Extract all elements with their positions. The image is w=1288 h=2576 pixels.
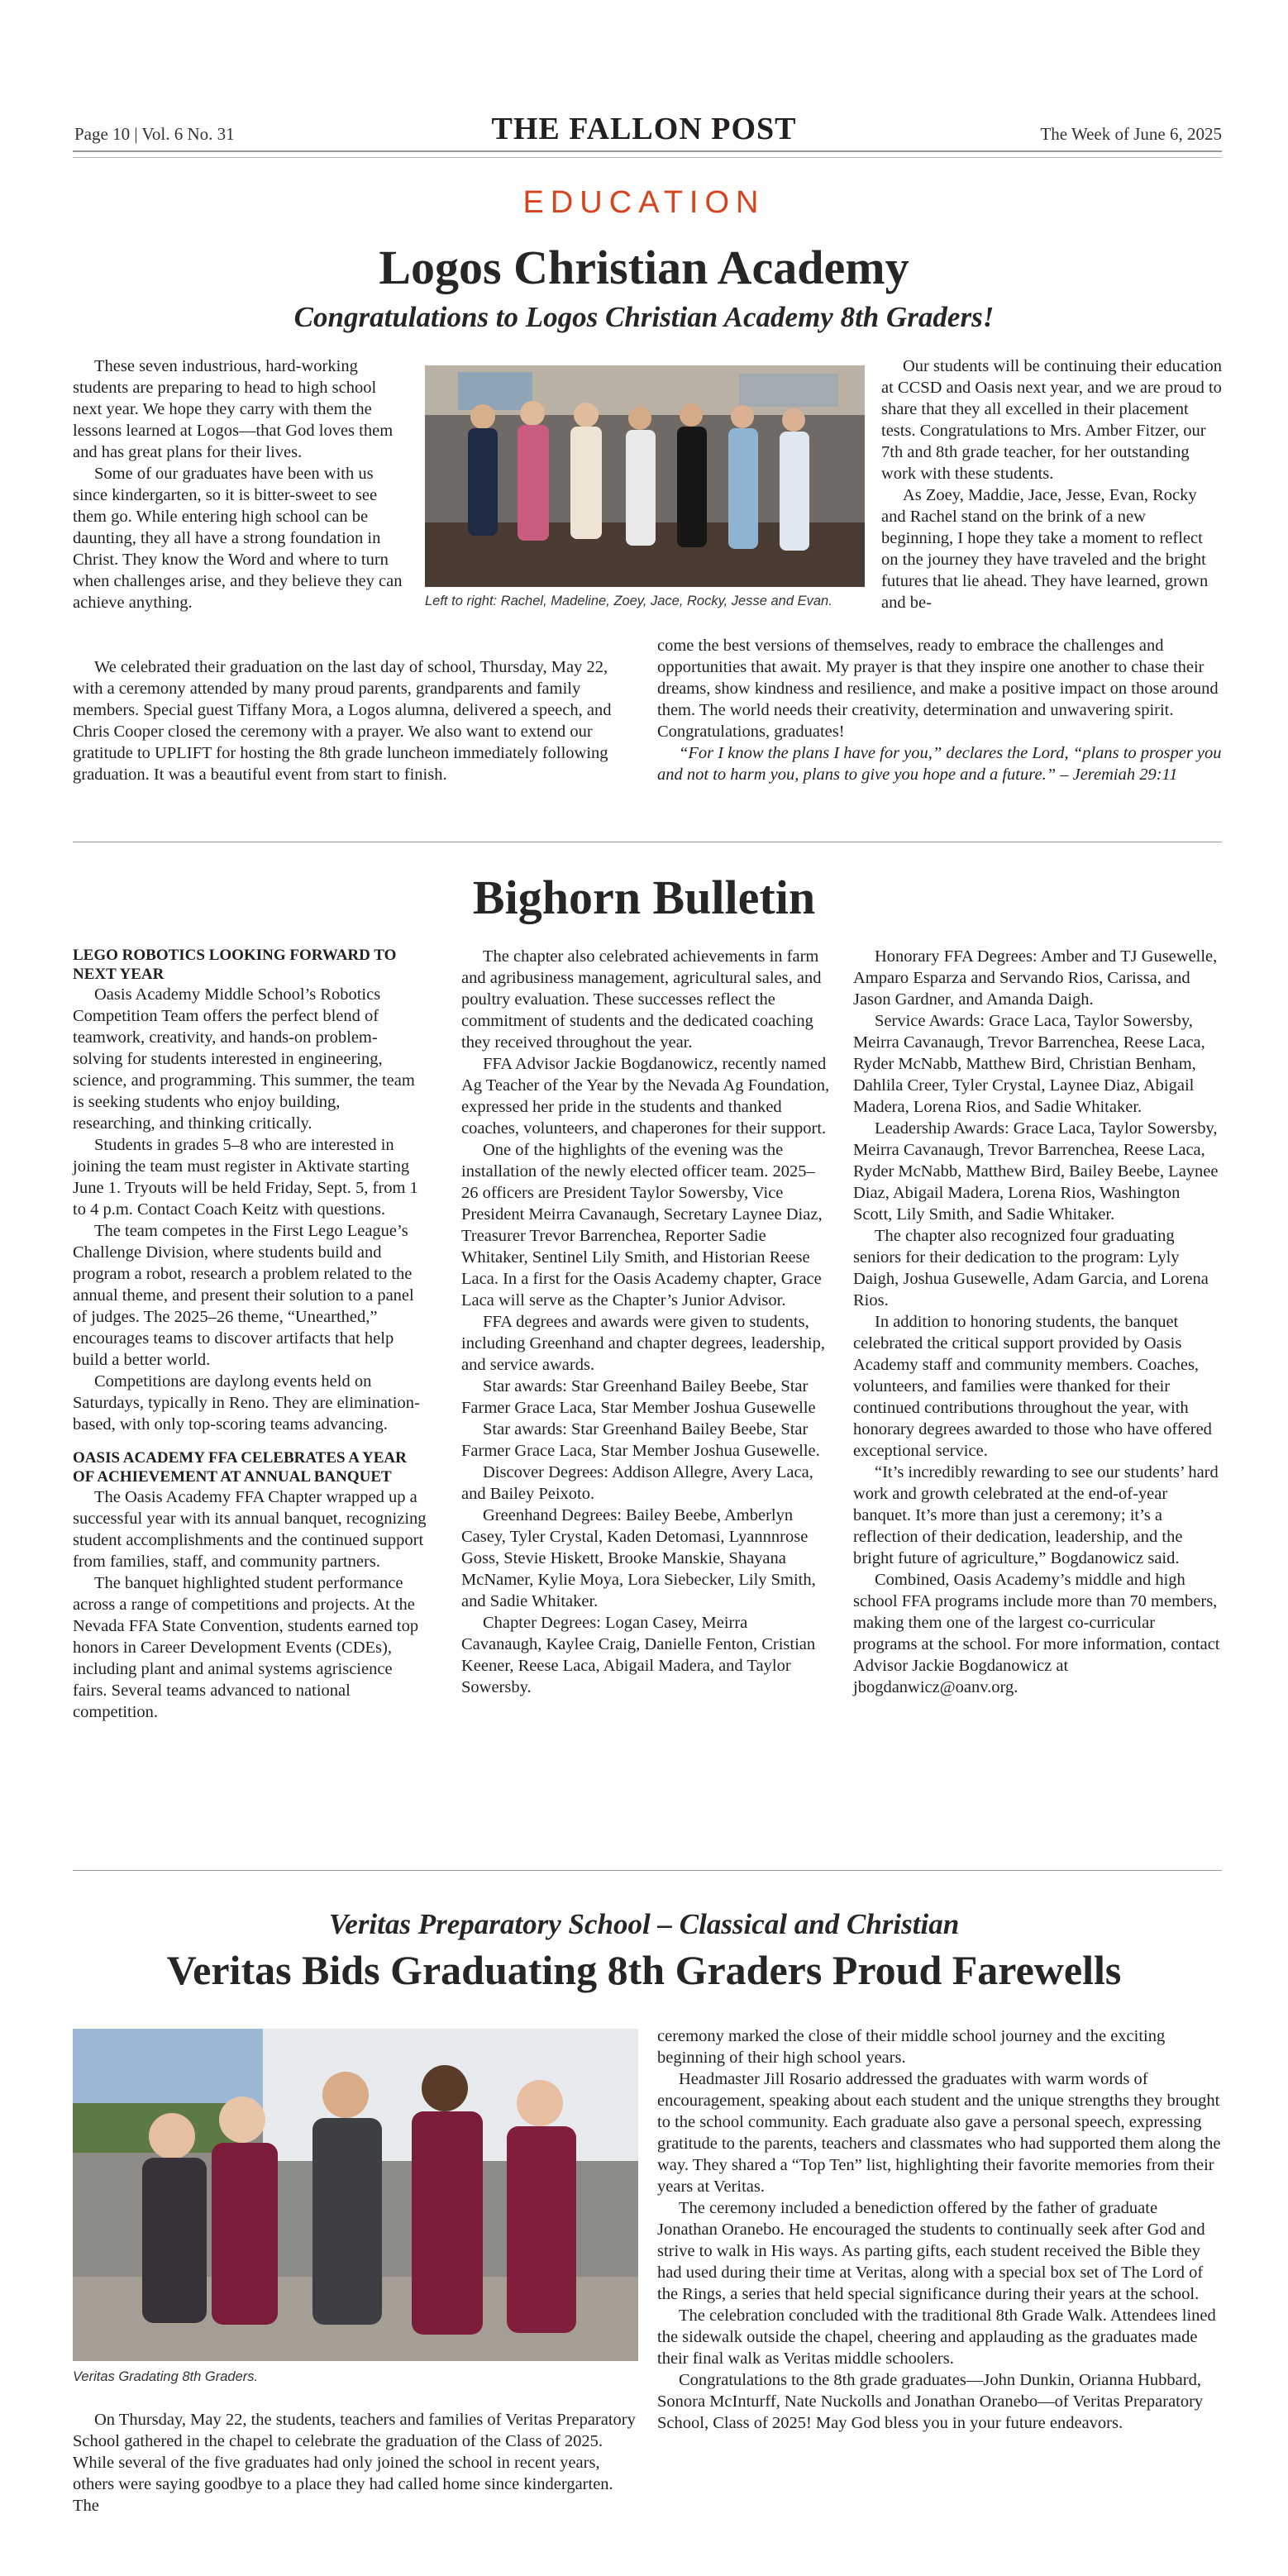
paragraph: The Oasis Academy FFA Chapter wrapped up a successful year with its annual banquet, recognizing student accomplishments and the continued support from families, staff, and community partners.	[73, 1488, 427, 1571]
veritas-kicker: Veritas Preparatory School – Classical and Christian	[328, 1908, 960, 1940]
paragraph: FFA degrees and awards were given to students, including Greenhand and chapter degrees, leadership, and service awards.	[461, 1313, 825, 1374]
logos-bottom-left	[73, 656, 632, 785]
logos-bottom-right	[657, 635, 1222, 742]
paragraph: “It’s incredibly rewarding to see our students’ hard work and growth celebrated at the end-of-year banquet. It’s more than just a ceremony; it’s a reflection of their dedication, leadership, and the bright future of agriculture,” Bogdanowicz said.	[853, 1463, 1219, 1567]
page-info: Page 10 | Vol. 6 No. 31	[74, 124, 235, 144]
logos-graduates-photo	[425, 365, 865, 587]
paragraph: These seven industrious, hard-working students are preparing to head to high school next year. We hope they carry with them the lessons learned at Logos—that God loves them and has great plans for their lives.	[73, 357, 394, 461]
paragraph: Leadership Awards: Grace Laca, Taylor Sowersby, Meirra Cavanaugh, Trevor Barrenchea, Reese Laca, Ryder McNabb, Matthew Bird, Bailey Beebe, Laynee Diaz, Abigail Madera, Lorena Rios, Washington Scott, Lily Smith, and Sadie Whitaker.	[853, 1119, 1219, 1224]
logos-subhead: Congratulations to Logos Christian Academy 8th Graders!	[293, 301, 995, 333]
paragraph: Some of our graduates have been with us since kindergarten, so it is bitter-sweet to see them go. While entering high school can be daunting, they all have a strong foundation in Christ. They know the Word and where to turn when challenges arise, and they believe they can achieve anything.	[73, 465, 403, 612]
bighorn-column-3	[853, 946, 1222, 1698]
masthead-rule-thin	[73, 157, 1222, 158]
issue-date: The Week of June 6, 2025	[1040, 124, 1222, 144]
paragraph: Star awards: Star Greenhand Bailey Beebe, Star Farmer Grace Laca, Star Member Joshua Gusewelle	[461, 1377, 816, 1417]
paragraph: FFA Advisor Jackie Bogdanowicz, recently named Ag Teacher of the Year by the Nevada Ag Foundation, expressed her pride in the students and thanked coaches, volunteers, and chaperones for their support.	[461, 1055, 830, 1138]
paragraph: Headmaster Jill Rosario addressed the graduates with warm words of encouragement, speaking about each student and the unique strengths they brought to the school community. Each graduate also gave a personal speech, expressing gratitude to the parents, teachers and classmates who had supported them along the way. They shared a “Top Ten” list, highlighting their favorite memories from their years at Veritas.	[657, 2070, 1221, 2196]
paragraph: ceremony marked the close of their middle school journey and the exciting beginning of their high school years.	[657, 2027, 1166, 2067]
logos-photo-illustration	[425, 365, 865, 587]
paragraph: Congratulations to the 8th grade graduates—John Dunkin, Orianna Hubbard, Sonora McInturff, Nate Nuckolls and Jonathan Oranebo—of Veritas Preparatory School, Class of 2025! May God bless you in your future endeavors.	[657, 2371, 1204, 2432]
robotics-kicker: LEGO ROBOTICS LOOKING FORWARD TO NEXT YEAR	[73, 947, 397, 983]
logos-verse	[657, 742, 1222, 785]
paragraph: The team competes in the First Lego League’s Challenge Division, where students build and program a robot, research a problem related to the annual theme, and present their solution to a panel of judges. The 2025–26 theme, “Unearthed,” encourages teams to discover artifacts that help build a better world.	[73, 1222, 414, 1369]
logos-left-column	[73, 355, 407, 613]
paragraph: Chapter Degrees: Logan Casey, Meirra Cavanaugh, Kaylee Craig, Danielle Fenton, Cristian Keener, Reese Laca, Abigail Madera, and Taylor Sowersby.	[461, 1614, 816, 1696]
paragraph: In addition to honoring students, the banquet celebrated the critical support provided by Oasis Academy staff and community members. Coaches, volunteers, and families were thanked for their continued contributions throughout the year, with honorary degrees awarded to those who have offered exceptional service.	[853, 1313, 1212, 1460]
paragraph: Our students will be continuing their education at CCSD and Oasis next year, and we are proud to share that they all excelled in their placement tests. Congratulations to Mrs. Amber Fitzer, our 7th and 8th grade teacher, for her outstanding work with these students.	[881, 357, 1223, 483]
paragraph: Honorary FFA Degrees: Amber and TJ Gusewelle, Amparo Esparza and Servando Rios, Carissa, and Jason Gardner, and Amanda Daigh.	[853, 947, 1218, 1009]
paragraph: The chapter also recognized four graduating seniors for their dedication to the program: Lyly Daigh, Joshua Gusewelle, Adam Garcia, and Lorena Rios.	[853, 1227, 1209, 1309]
section-divider	[73, 1870, 1222, 1871]
logos-headline: Logos Christian Academy	[379, 241, 909, 294]
paragraph: The ceremony included a benediction offered by the father of graduate Jonathan Oranebo. He encouraged the students to continually seek after God and strive to walk in His ways. As parting gifts, each student received the Bible they had used during their time at Veritas, along with a special box set of The Lord of the Rings, a series that held special significance during their years at the school.	[657, 2199, 1205, 2303]
paragraph: Competitions are daylong events held on Saturdays, typically in Reno. They are elimination-based, with only top-scoring teams advancing.	[73, 1372, 420, 1433]
paragraph: Discover Degrees: Addison Allegre, Avery Laca, and Bailey Peixoto.	[461, 1463, 813, 1503]
veritas-left-column	[73, 2409, 638, 2516]
paragraph: Oasis Academy Middle School’s Robotics Competition Team offers the perfect blend of teamwork, creativity, and hands-on problem-solving for students interested in engineering, science, and programming. This summer, the team is seeking students who enjoy building, researching, and thinking critically.	[73, 985, 415, 1133]
bighorn-headline: Bighorn Bulletin	[472, 871, 816, 924]
paragraph: Service Awards: Grace Laca, Taylor Sowersby, Meirra Cavanaugh, Trevor Barrenchea, Reese Laca, Ryder McNabb, Matthew Bird, Christian Benham, Dahlila Creer, Tyler Crystal, Laynee Diaz, Abigail Madera, Lorena Rios, and Sadie Whitaker.	[853, 1012, 1205, 1116]
masthead-rule	[73, 150, 1222, 152]
paragraph: One of the highlights of the evening was the installation of the newly elected officer team. 2025–26 officers are President Taylor Sowersby, Vice President Meirra Cavanaugh, Secretary Laynee Diaz, Treasurer Trevor Barrenchea, Reporter Sadie Whitaker, Sentinel Lily Smith, and Historian Reese Laca. In a first for the Oasis Academy chapter, Grace Laca will serve as the Chapter’s Junior Advisor.	[461, 1141, 823, 1309]
bighorn-column-1	[73, 942, 427, 1723]
logos-right-column	[881, 355, 1222, 613]
veritas-photo-caption: Veritas Gradating 8th Graders.	[73, 2369, 259, 2384]
paragraph: Greenhand Degrees: Bailey Beebe, Amberlyn Casey, Tyler Crystal, Kaden Detomasi, Lyannnrose Goss, Stevie Hiskett, Brooke Manskie, Shayana McNamer, Kylie Moya, Lora Siebecker, Lily Smith, and Sadie Whitaker.	[461, 1506, 816, 1610]
veritas-graduates-photo	[73, 2029, 638, 2361]
section-label: EDUCATION	[522, 185, 766, 220]
paragraph: As Zoey, Maddie, Jace, Jesse, Evan, Rocky and Rachel stand on the brink of a new beginning, I hope they take a moment to reflect on the journey they have traveled and the bright futures that lie ahead. They have learned, grown and be-	[881, 486, 1209, 612]
paragraph: Students in grades 5–8 who are interested in joining the team must register in Aktivate starting June 1. Tryouts will be held Friday, Sept. 5, from 1 to 4 p.m. Contact Coach Keitz with questions.	[73, 1136, 418, 1219]
paragraph: The banquet highlighted student performance across a range of competitions and projects. At the Nevada FFA State Convention, students earned top honors in Career Development Events (CDEs), including plant and animal systems agriscience fairs. Several teams advanced to national competition.	[73, 1574, 419, 1721]
veritas-headline: Veritas Bids Graduating 8th Graders Proud Farewells	[166, 1947, 1122, 1993]
veritas-right-column	[657, 2025, 1222, 2434]
paragraph: The chapter also celebrated achievements in farm and agribusiness management, agricultural sales, and poultry evaluation. These successes reflect the commitment of students and the dedicated coaching they received throughout the year.	[461, 947, 822, 1052]
paragraph: come the best versions of themselves, ready to embrace the challenges and opportunities that await. My prayer is that they inspire one another to chase their dreams, show kindness and resilience, and make a positive impact on those around them. The world needs their creativity, determination and unwavering spirit. Congratulations, graduates!	[657, 637, 1219, 741]
paragraph: On Thursday, May 22, the students, teachers and families of Veritas Preparatory School gathered in the chapel to celebrate the graduation of the Class of 2025. While several of the five graduates had only joined the school in recent years, others were saying goodbye to a place they had called home since kindergarten. The	[73, 2411, 636, 2515]
bighorn-column-2	[461, 946, 832, 1698]
logos-photo-caption: Left to right: Rachel, Madeline, Zoey, Jace, Rocky, Jesse and Evan.	[425, 594, 832, 608]
paragraph: Combined, Oasis Academy’s middle and high school FFA programs include more than 70 members, making them one of the largest co-curricular programs at the school. For more information, contact Advisor Jackie Bogdanowicz at jbogdanwicz@oanv.org.	[853, 1571, 1220, 1696]
veritas-photo-illustration	[73, 2029, 638, 2361]
ffa-kicker: OASIS ACADEMY FFA CELEBRATES A YEAR OF ACHIEVEMENT AT ANNUAL BANQUET	[73, 1449, 407, 1486]
paragraph: We celebrated their graduation on the last day of school, Thursday, May 22, with a ceremony attended by many proud parents, grandparents and family members. Special guest Tiffany Mora, a Logos alumna, delivered a speech, and Chris Cooper closed the ceremony with a prayer. We also want to extend our gratitude to UPLIFT for hosting the 8th grade luncheon immediately following graduation. It was a beautiful event from start to finish.	[73, 658, 612, 784]
newspaper-title: THE FALLON POST	[491, 112, 797, 146]
paragraph: Star awards: Star Greenhand Bailey Beebe, Star Farmer Grace Laca, Star Member Joshua Gusewelle.	[461, 1420, 820, 1460]
paragraph: The celebration concluded with the traditional 8th Grade Walk. Attendees lined the sidewalk outside the chapel, cheering and applauding as the graduates made their final walk as Veritas middle schoolers.	[657, 2306, 1216, 2368]
verse-text: “For I know the plans I have for you,” declares the Lord, “plans to prosper you and not to harm you, plans to give you hope and a future.” – Jeremiah 29:11	[657, 744, 1222, 784]
